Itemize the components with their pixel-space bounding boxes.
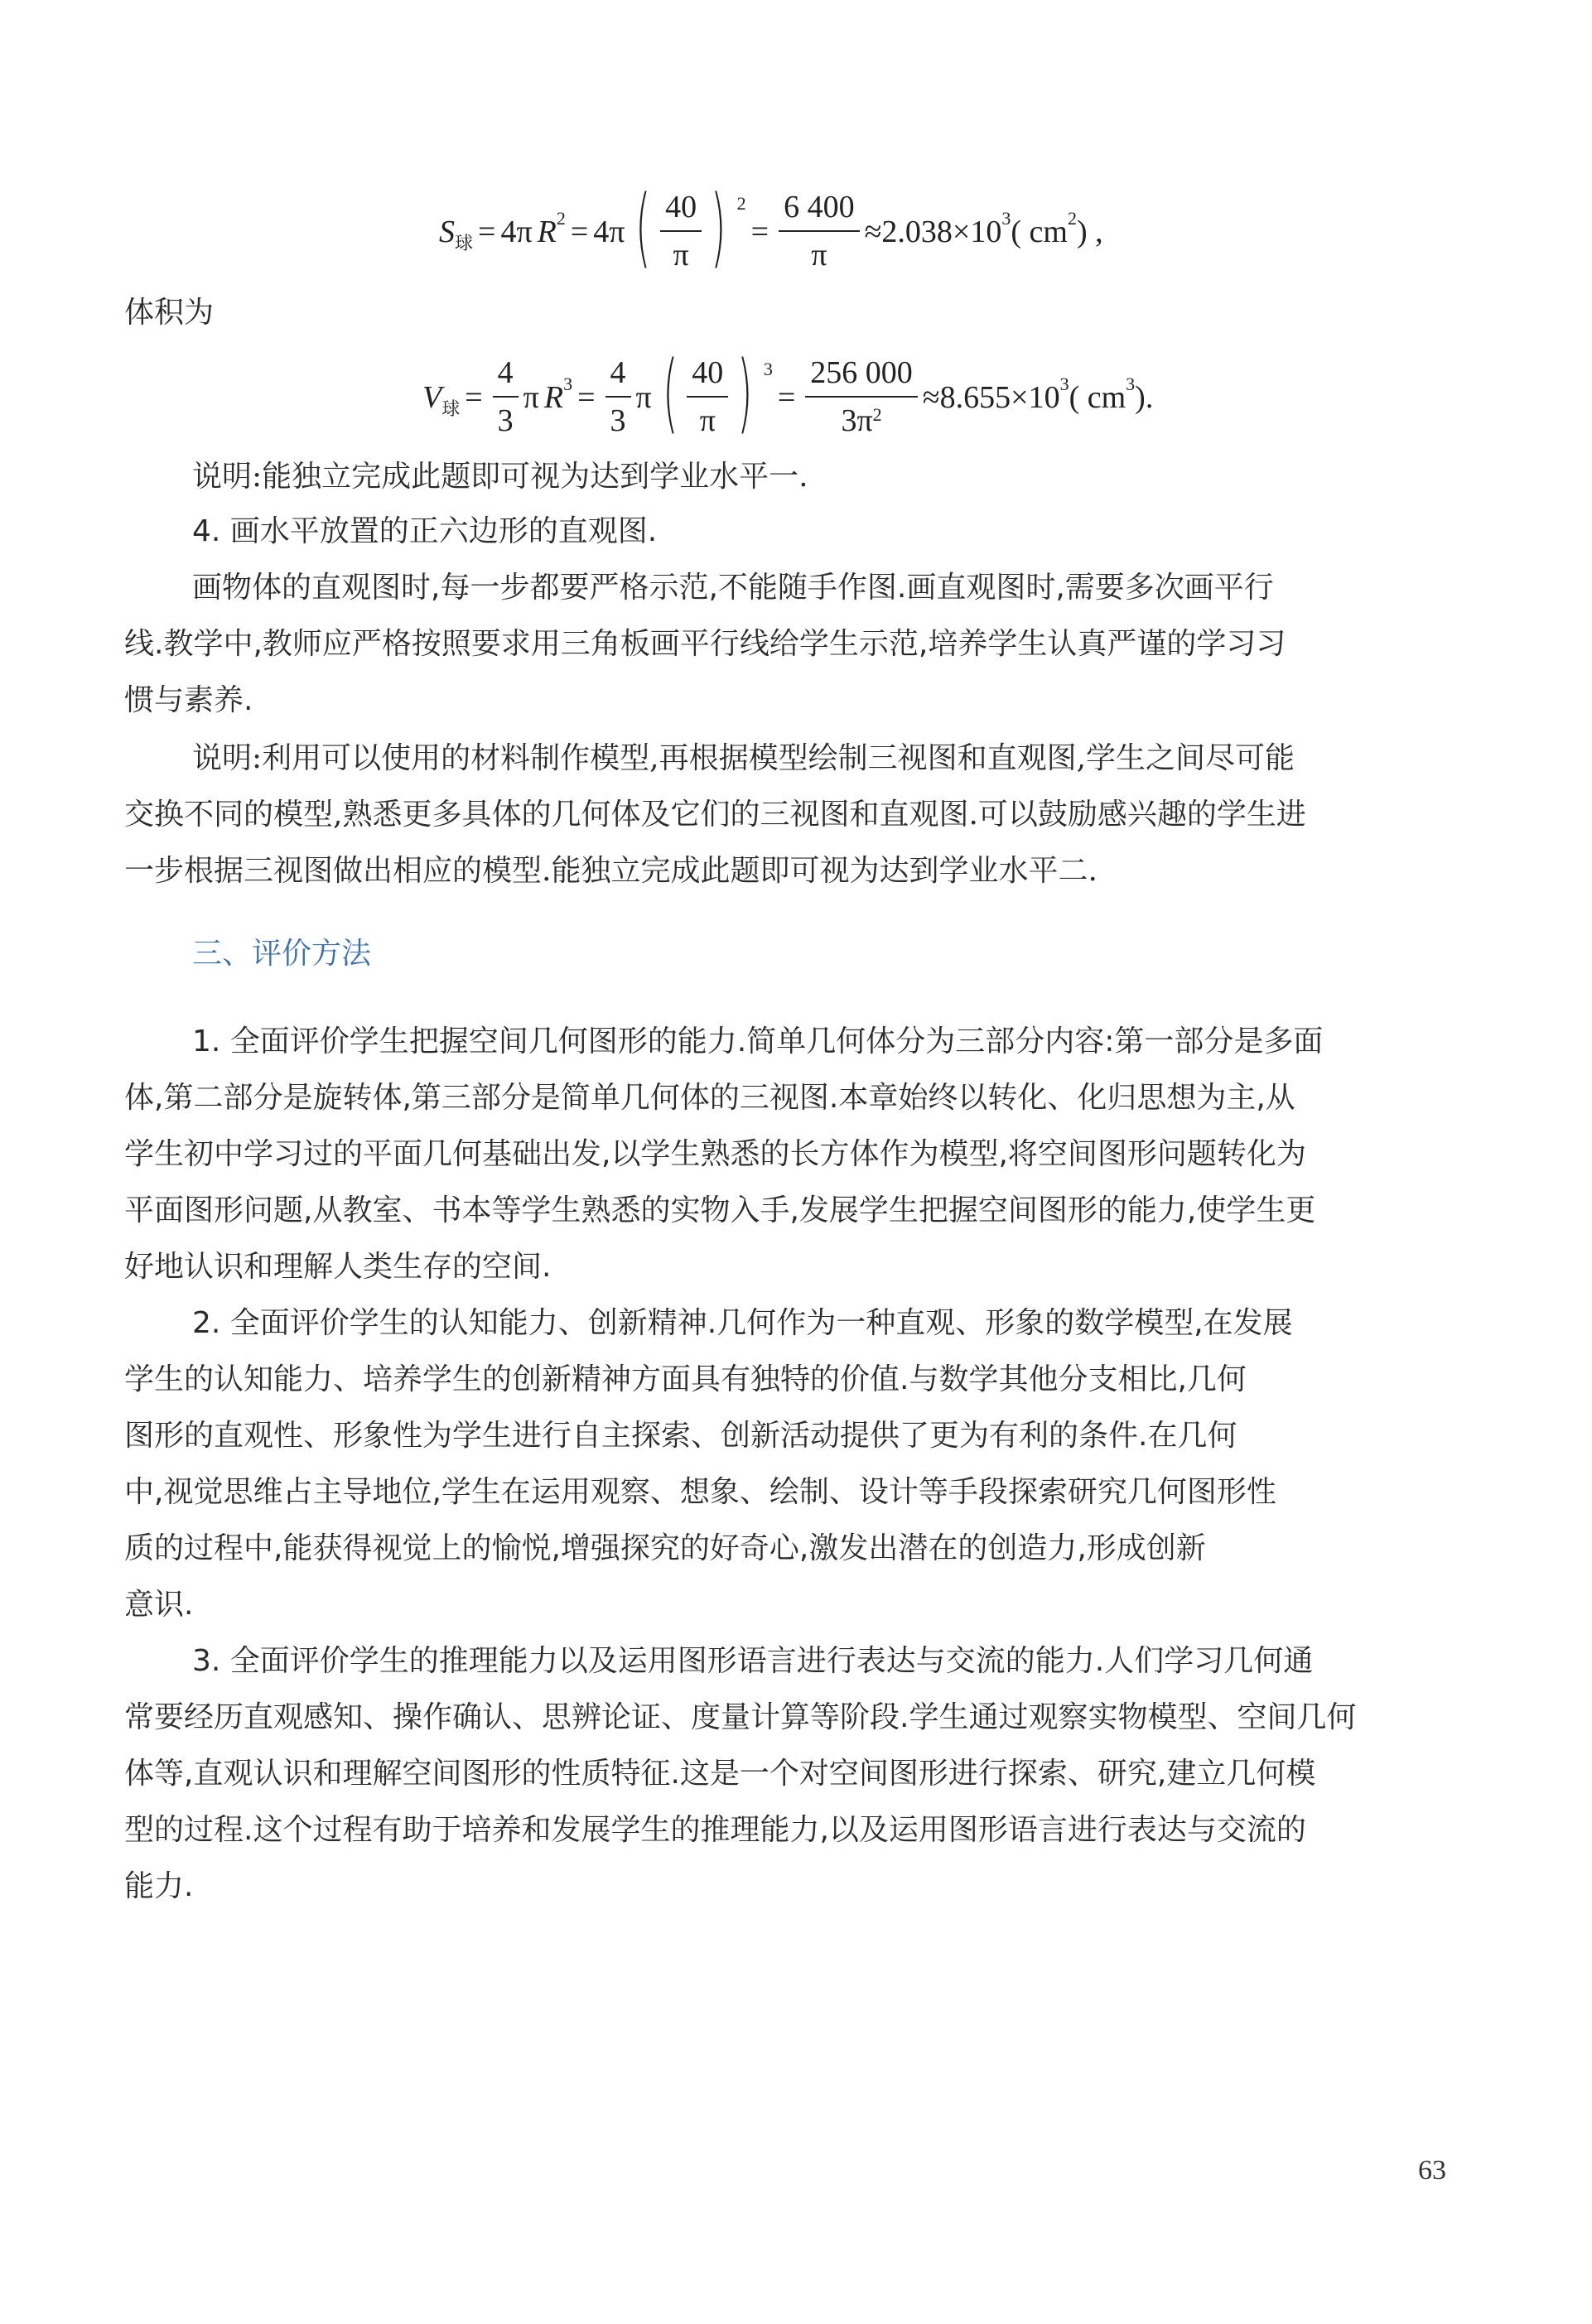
unit: ). <box>1135 380 1154 415</box>
fraction <box>805 356 918 439</box>
equals-sign: = <box>777 380 796 415</box>
fraction-denominator: π <box>811 238 827 272</box>
unit: ) , <box>1076 215 1103 249</box>
unit: ( cm <box>1011 215 1068 249</box>
denominator-base: 3π <box>841 403 873 438</box>
fraction-numerator: 256 000 <box>805 356 918 398</box>
fraction <box>779 190 860 273</box>
volume-label: 体积为 <box>124 296 215 330</box>
formula-symbol: S <box>439 215 455 249</box>
formula-exponent: 3 <box>763 359 773 379</box>
paragraph-line: 学生初中学习过的平面几何基础出发,以学生熟悉的长方体作为模型,将空间图形问题转化为 <box>124 1137 1306 1171</box>
formula-exponent: 3 <box>563 374 573 394</box>
fraction-numerator: 40 <box>687 356 728 398</box>
paragraph-line: 线.教学中,教师应严格按照要求用三角板画平行线给学生示范,培养学生认真严谨的学习习 <box>124 627 1286 661</box>
fraction-denominator <box>841 398 881 439</box>
parenthesized-fraction <box>654 342 762 443</box>
parenthesized-fraction <box>626 176 735 277</box>
paragraph-line: 质的过程中,能获得视觉上的愉悦,增强探究的好奇心,激发出潜在的创造力,形成创新 <box>124 1531 1206 1565</box>
formula-exponent: 3 <box>1126 374 1136 394</box>
paragraph-line: 意识. <box>124 1588 194 1622</box>
formula-exponent: 3 <box>1001 208 1011 229</box>
note-level-one: 说明:能独立完成此题即可视为达到学业水平一. <box>192 460 808 494</box>
formula-radius: R <box>543 380 564 415</box>
right-paren: ) <box>711 176 726 277</box>
left-paren: ( <box>635 176 651 277</box>
formula-subscript: 球 <box>455 233 474 254</box>
paragraph-line: 体,第二部分是旋转体,第三部分是简单几何体的三视图.本章始终以转化、化归思想为主,从 <box>124 1081 1295 1115</box>
paragraph-line: 画物体的直观图时,每一步都要严格示范,不能随手作图.画直观图时,需要多次画平行 <box>192 571 1274 605</box>
formula-radius: R <box>537 215 557 249</box>
paragraph-line: 能力. <box>124 1869 194 1903</box>
paragraph-line: 型的过程.这个过程有助于培养和发展学生的推理能力,以及运用图形语言进行表达与交流的 <box>124 1813 1306 1847</box>
equals-sign: = <box>478 215 496 249</box>
note-line: 说明:利用可以使用的材料制作模型,再根据模型绘制三视图和直观图,学生之间尽可能 <box>192 741 1295 775</box>
note-line: 一步根据三视图做出相应的模型.能独立完成此题即可视为达到学业水平二. <box>124 854 1098 888</box>
formula-subscript: 球 <box>441 398 461 420</box>
equals-sign: = <box>750 215 769 249</box>
fraction-numerator: 6 400 <box>779 190 860 232</box>
fraction <box>660 190 702 273</box>
pi-symbol: π <box>523 380 539 415</box>
paragraph-line: 2. 全面评价学生的认知能力、创新精神.几何作为一种直观、形象的数学模型,在发展 <box>192 1306 1293 1340</box>
formula-exponent: 2 <box>1067 208 1077 229</box>
equals-sign: = <box>570 215 589 249</box>
fraction-numerator: 4 <box>605 356 631 398</box>
fraction-denominator: 3 <box>497 403 514 438</box>
fraction-denominator: 3 <box>610 403 626 438</box>
formula-exponent: 2 <box>872 404 882 425</box>
paragraph-line: 学生的认知能力、培养学生的创新精神方面具有独特的价值.与数学其他分支相比,几何 <box>124 1362 1247 1396</box>
formula-exponent: 3 <box>1059 374 1069 394</box>
approximate-value: ≈8.655×10 <box>922 380 1060 415</box>
fraction-denominator: π <box>673 238 689 272</box>
fraction-denominator: π <box>699 403 716 438</box>
unit: ( cm <box>1069 380 1126 415</box>
paragraph-line: 好地认识和理解人类生存的空间. <box>124 1250 552 1284</box>
paragraph-line: 平面图形问题,从教室、书本等学生熟悉的实物入手,发展学生把握空间图形的能力,使学生更 <box>124 1193 1316 1227</box>
equals-sign: = <box>465 380 483 415</box>
left-paren: ( <box>662 342 678 443</box>
page-number: 63 <box>1418 2155 1446 2186</box>
equals-sign: = <box>577 380 596 415</box>
formula-coefficient: 4π <box>593 215 625 249</box>
formula-sphere-area <box>439 176 1103 277</box>
pi-symbol: π <box>635 380 652 415</box>
paragraph-line: 图形的直观性、形象性为学生进行自主探索、创新活动提供了更为有利的条件.在几何 <box>124 1419 1237 1453</box>
paragraph-line: 常要经历直观感知、操作确认、思辨论证、度量计算等阶段.学生通过观察实物模型、空间几何 <box>124 1700 1357 1734</box>
paragraph-line: 中,视觉思维占主导地位,学生在运用观察、想象、绘制、设计等手段探索研究几何图形性 <box>124 1475 1276 1509</box>
formula-coefficient: 4π <box>500 215 533 249</box>
paragraph-line: 体等,直观认识和理解空间图形的性质特征.这是一个对空间图形进行探索、研究,建立几何模 <box>124 1757 1316 1791</box>
approximate-value: ≈2.038×10 <box>864 215 1002 249</box>
formula-sphere-volume <box>422 342 1154 443</box>
formula-exponent: 2 <box>556 208 566 229</box>
formula-exponent: 2 <box>736 193 746 214</box>
fraction <box>687 356 728 439</box>
paragraph-line: 惯与素养. <box>124 683 253 717</box>
fraction <box>605 356 631 439</box>
fraction <box>493 356 519 439</box>
right-paren: ) <box>737 342 753 443</box>
paragraph-line: 1. 全面评价学生把握空间几何图形的能力.简单几何体分为三部分内容:第一部分是多面 <box>192 1025 1324 1058</box>
note-line: 交换不同的模型,熟悉更多具体的几何体及它们的三视图和直观图.可以鼓励感兴趣的学生进 <box>124 798 1306 832</box>
fraction-numerator: 40 <box>660 190 702 232</box>
section-heading: 三、评价方法 <box>192 937 372 971</box>
item-4-title: 4. 画水平放置的正六边形的直观图. <box>192 514 658 548</box>
paragraph-line: 3. 全面评价学生的推理能力以及运用图形语言进行表达与交流的能力.人们学习几何通 <box>192 1644 1314 1678</box>
fraction-numerator: 4 <box>493 356 519 398</box>
formula-symbol: V <box>422 380 442 415</box>
